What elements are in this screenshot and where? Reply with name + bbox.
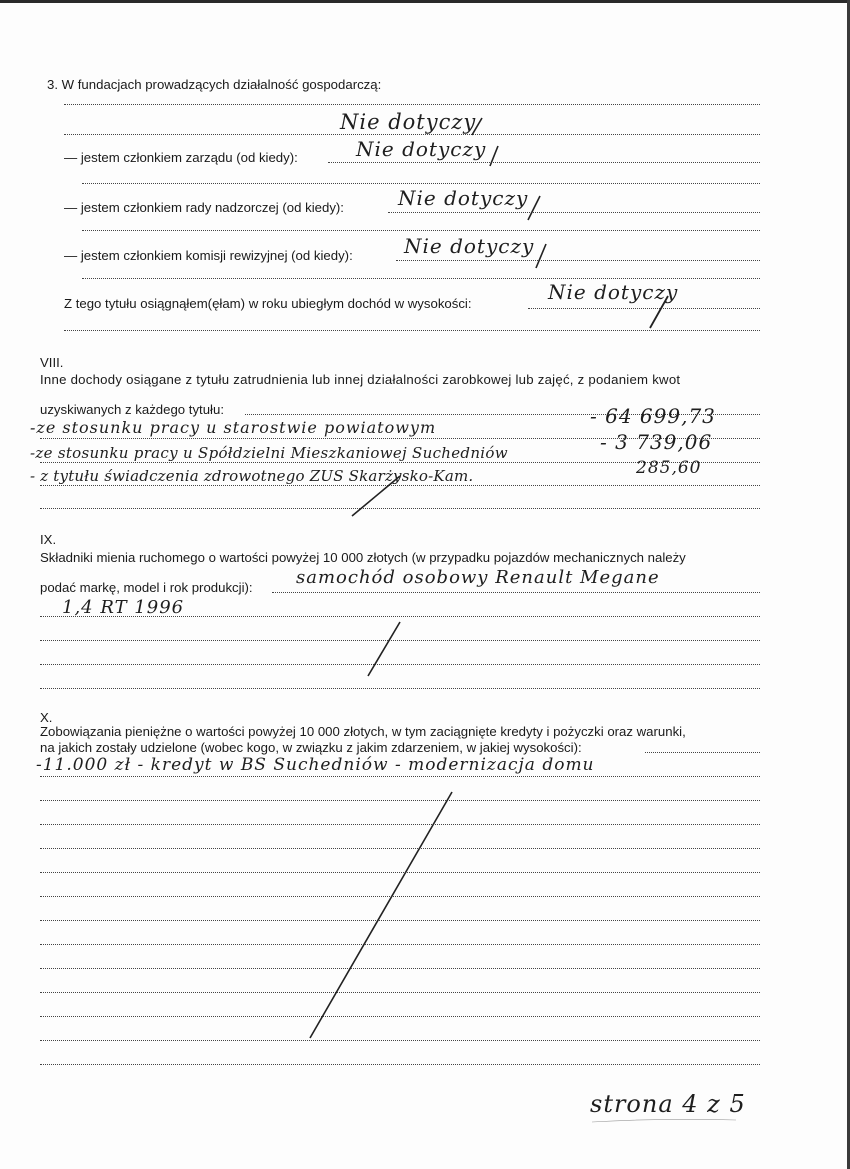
audit-committee-label: — jestem członkiem komisji rewizyjnej (od kiedy): (64, 248, 353, 263)
income-entry-1-amount: - 64 699,73 (590, 404, 716, 428)
income-entry-2-amount: - 3 739,06 (600, 430, 713, 454)
income-entry-3-amount: 285,60 (636, 458, 702, 478)
strike-mark-foundation-4 (536, 244, 546, 268)
strike-mark-foundation-2 (490, 146, 498, 166)
board-member-handwritten: Nie dotyczy (356, 137, 487, 161)
foundation-item-title: 3. W fundacjach prowadzących działalność gospodarczą: (47, 77, 382, 92)
board-member-label: — jestem członkiem zarządu (od kiedy): (64, 150, 298, 165)
strike-mark-ix (368, 622, 400, 676)
underline-page-number (592, 1119, 736, 1122)
movable-property-handwritten-line2: 1,4 RT 1996 (62, 597, 185, 618)
section-ix-heading: IX. (40, 532, 57, 547)
page-number-handwritten: strona 4 z 5 (590, 1090, 746, 1118)
section-viii-text-line1: Inne dochody osiągane z tytułu zatrudnienia lub innej działalności zarobkowej lub zajęć, z podaniem kwot (40, 372, 681, 387)
foundation-income-label: Z tego tytułu osiągnąłem(ęłam) w roku ubiegłym dochód w wysokości: (64, 296, 472, 311)
foundation-income-handwritten: Nie dotyczy (548, 280, 679, 304)
section-x-heading: X. (40, 710, 53, 725)
strike-mark-viii (352, 476, 400, 516)
supervisory-board-label: — jestem członkiem rady nadzorczej (od kiedy): (64, 200, 344, 215)
section-x-text-line2: na jakich zostały udzielone (wobec kogo, w związku z jakim zdarzeniem, w jakiej wysokości): (40, 740, 582, 755)
section-ix-text-line1: Składniki mienia ruchomego o wartości powyżej 10 000 złotych (w przypadku pojazdów mechanicznych należy (40, 550, 686, 565)
supervisory-board-handwritten: Nie dotyczy (398, 186, 529, 210)
strike-mark-x (310, 792, 452, 1038)
strike-mark-foundation-1 (472, 118, 482, 135)
income-entry-2-text: -ze stosunku pracy u Spółdzielni Mieszkaniowej Suchedniów (30, 444, 508, 462)
section-ix-text-line2: podać markę, model i rok produkcji): (40, 580, 253, 595)
foundation-handwritten-answer: Nie dotyczy (340, 110, 477, 134)
section-viii-heading: VIII. (40, 355, 64, 370)
strike-mark-foundation-3 (528, 196, 540, 220)
section-viii-text-line2: uzyskiwanych z każdego tytułu: (40, 402, 224, 417)
liabilities-handwritten: -11.000 zł - kredyt w BS Suchedniów - modernizacja domu (36, 755, 595, 775)
strike-mark-foundation-5 (650, 296, 668, 328)
income-entry-3-text: - z tytułu świadczenia zdrowotnego ZUS Skarżysko-Kam. (30, 467, 474, 485)
section-x-text-line1: Zobowiązania pieniężne o wartości powyżej 10 000 złotych, w tym zaciągnięte kredyty i pożyczki oraz warunki, (40, 724, 686, 739)
audit-committee-handwritten: Nie dotyczy (404, 234, 535, 258)
income-entry-1-text: -ze stosunku pracy u starostwie powiatowym (30, 418, 437, 437)
movable-property-handwritten-line1: samochód osobowy Renault Megane (296, 567, 660, 588)
